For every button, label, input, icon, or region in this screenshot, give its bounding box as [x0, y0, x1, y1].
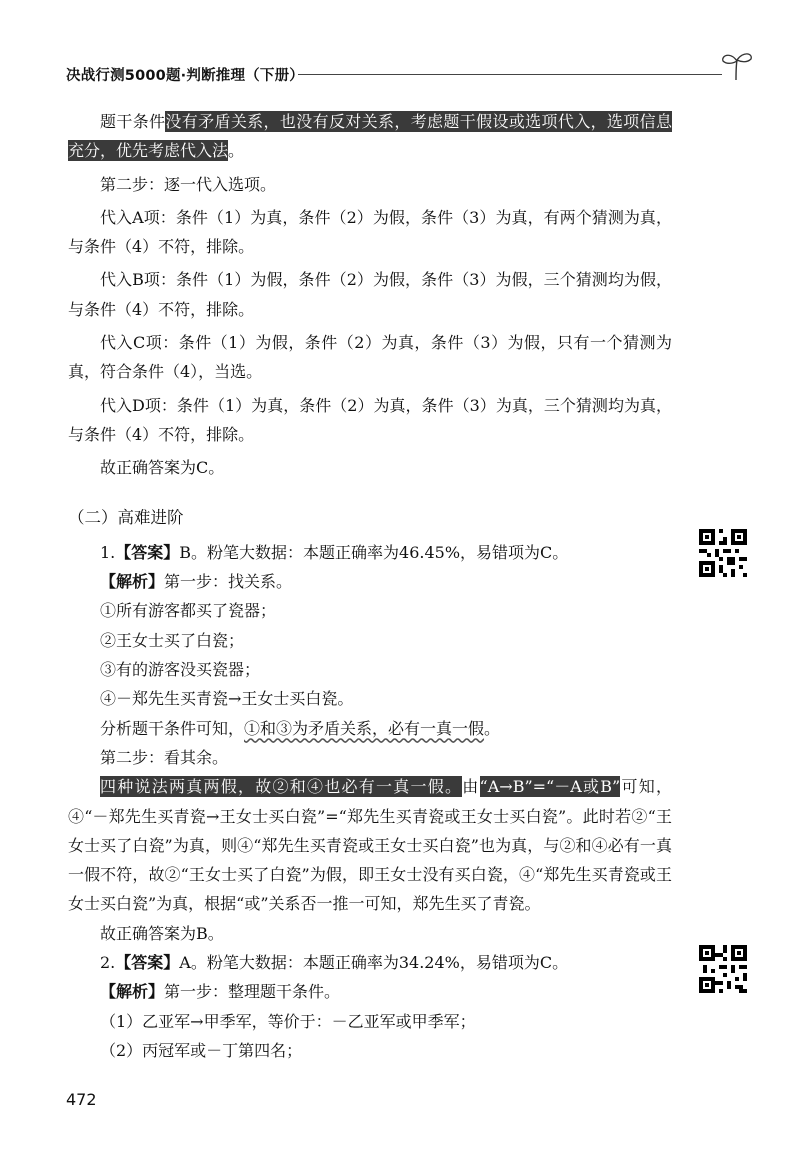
analysis-tag: 【解析】 — [100, 982, 165, 1002]
qr-code-icon[interactable] — [699, 945, 747, 993]
q2-analysis — [68, 977, 672, 1006]
main-content — [68, 107, 672, 1065]
q2-answer — [68, 948, 672, 977]
list-item: （2）丙冠军或－丁第四名； — [100, 1040, 303, 1060]
text: 可知，④“－郑先生买青瓷→王女士买白瓷”=“郑先生买青瓷或王女士买白瓷”。此时若②“王女士买了白瓷”为真，则④“郑先生买青瓷或王女士买白瓷”也为真，与②和④必有一真一假不符，故②“王女士买了白瓷”为假，即王女士没有买白瓷，④“郑先生买青瓷或王女士买白瓷”为真，根据“或”关系否一推一可知，郑先生买了青瓷。 — [68, 777, 672, 914]
text: 。 — [228, 141, 245, 161]
header-rule — [298, 74, 722, 75]
list-item: ④－郑先生买青瓷→王女士买白瓷。 — [100, 689, 354, 709]
section-title: （二）高难进阶 — [68, 507, 184, 527]
list-item: ③有的游客没买瓷器； — [100, 660, 261, 680]
text: 分析题干条件可知， — [100, 718, 245, 738]
paragraph: 代入B项：条件（1）为假，条件（2）为假，条件（3）为假，三个猜测均为假，与条件（4）不符，排除。 — [68, 270, 672, 319]
highlight-text: “A→B”=“－A或B” — [479, 777, 621, 797]
paragraph — [68, 107, 672, 166]
text: 。 — [484, 718, 501, 738]
list-item: （1）乙亚军→甲季军，等价于：－乙亚军或甲季军； — [100, 1011, 476, 1031]
page-number: 472 — [66, 1090, 97, 1109]
paragraph: 代入C项：条件（1）为假，条件（2）为真，条件（3）为假，只有一个猜测为真，符合条件（4），当选。 — [68, 333, 672, 382]
text: 题干条件 — [100, 112, 166, 131]
paragraph — [68, 714, 672, 743]
paragraph: 第二步：看其余。 — [100, 747, 229, 767]
list-item: ①所有游客都买了瓷器； — [100, 601, 277, 621]
q1-answer — [68, 538, 672, 567]
answer-text: B。粉笔大数据：本题正确率为46.45%，易错项为C。 — [179, 542, 569, 562]
answer-text: A。粉笔大数据：本题正确率为34.24%，易错项为C。 — [179, 953, 569, 973]
question-number: 2. — [100, 953, 116, 973]
paragraph: 第二步：逐一代入选项。 — [100, 174, 277, 194]
paragraph: 故正确答案为B。 — [100, 923, 224, 943]
analysis-tag: 【解析】 — [100, 572, 165, 592]
highlight-text: 四种说法两真两假，故②和④也必有一真一假。 — [100, 777, 463, 797]
paragraph — [68, 772, 672, 918]
qr-code-icon[interactable] — [699, 529, 747, 577]
text: 由 — [462, 777, 480, 797]
book-title: 决战行测5000题·判断推理（下册） — [66, 68, 304, 84]
answer-tag: 【答案】 — [115, 542, 180, 562]
q1-analysis — [68, 567, 672, 596]
question-number: 1. — [100, 542, 116, 562]
answer-tag: 【答案】 — [115, 953, 180, 973]
paragraph: 代入D项：条件（1）为真，条件（2）为真，条件（3）为真，三个猜测均为真，与条件（4）不符，排除。 — [68, 395, 672, 444]
list-item: ②王女士买了白瓷； — [100, 630, 245, 650]
running-header — [66, 62, 756, 92]
paragraph: 故正确答案为C。 — [100, 458, 225, 478]
wavy-underlined-text: ①和③为矛盾关系，必有一真一假 — [244, 718, 485, 738]
highlight-text: 没有矛盾关系，也没有反对关系，考虑题干假设或选项代入，选项信息充分，优先考虑代入法 — [68, 112, 672, 161]
sprout-icon — [716, 48, 756, 82]
analysis-text: 第一步：找关系。 — [164, 572, 293, 592]
paragraph: 代入A项：条件（1）为真，条件（2）为假，条件（3）为真，有两个猜测为真，与条件（4）不符，排除。 — [68, 207, 672, 257]
analysis-text: 第一步：整理题干条件。 — [164, 982, 341, 1002]
